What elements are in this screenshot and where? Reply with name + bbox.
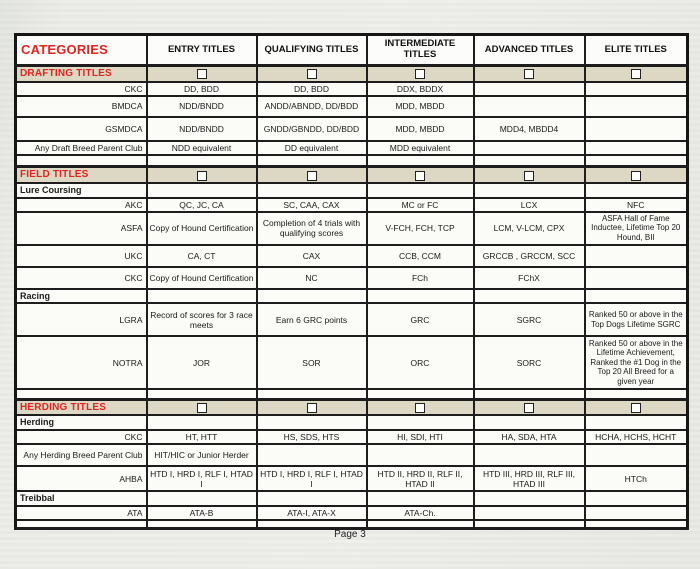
organization-cell: LGRA — [16, 303, 147, 336]
title-value-cell: MC or FC — [367, 198, 474, 212]
title-value-cell: ATA-I, ATA-X — [257, 506, 367, 520]
empty-cell — [474, 389, 585, 399]
column-header-advanced-titles: ADVANCED TITLES — [474, 35, 585, 66]
title-value-cell — [585, 245, 688, 267]
empty-cell — [585, 155, 688, 167]
section-checkbox-cell — [585, 399, 688, 415]
title-value-cell — [474, 141, 585, 155]
empty-cell — [585, 415, 688, 430]
section-checkbox-cell — [147, 399, 257, 415]
empty-cell — [16, 155, 147, 167]
title-value-cell — [585, 96, 688, 117]
title-value-cell: LCX — [474, 198, 585, 212]
table-row-data — [16, 430, 688, 444]
checkbox-icon — [197, 69, 207, 79]
section-checkbox-cell — [367, 66, 474, 82]
empty-cell — [147, 491, 257, 506]
empty-cell — [147, 520, 257, 529]
section-checkbox-cell — [257, 399, 367, 415]
title-value-cell: MDD, MBDD — [367, 117, 474, 141]
empty-cell — [367, 155, 474, 167]
section-label: FIELD TITLES — [16, 167, 147, 183]
table-row-data — [16, 466, 688, 491]
title-value-cell: HT, HTT — [147, 430, 257, 444]
table-row-section — [16, 167, 688, 183]
column-header-intermediate-titles: INTERMEDIATE TITLES — [367, 35, 474, 66]
empty-cell — [585, 520, 688, 529]
organization-cell: AKC — [16, 198, 147, 212]
empty-cell — [367, 491, 474, 506]
column-header-qualifying-titles: QUALIFYING TITLES — [257, 35, 367, 66]
table-row-data — [16, 444, 688, 466]
title-value-cell: DD, BDD — [147, 82, 257, 96]
title-value-cell: Copy of Hound Certification — [147, 267, 257, 289]
organization-cell: UKC — [16, 245, 147, 267]
section-checkbox-cell — [147, 167, 257, 183]
title-value-cell: GRCCB , GRCCM, SCC — [474, 245, 585, 267]
title-value-cell: Completion of 4 trials with qualifying scores — [257, 212, 367, 245]
checkbox-icon — [524, 403, 534, 413]
title-value-cell: HS, SDS, HTS — [257, 430, 367, 444]
section-checkbox-cell — [367, 167, 474, 183]
empty-cell — [147, 155, 257, 167]
page-number: Page 3 — [334, 529, 366, 540]
checkbox-icon — [631, 69, 641, 79]
title-value-cell: DDX, BDDX — [367, 82, 474, 96]
title-value-cell: SGRC — [474, 303, 585, 336]
title-value-cell: V-FCH, FCH, TCP — [367, 212, 474, 245]
checkbox-icon — [415, 171, 425, 181]
organization-cell: CKC — [16, 82, 147, 96]
empty-cell — [367, 289, 474, 304]
title-value-cell: HTD II, HRD II, RLF II, HTAD II — [367, 466, 474, 491]
table-row-subsection — [16, 491, 688, 506]
table-row-subsection — [16, 289, 688, 304]
organization-cell: Any Draft Breed Parent Club — [16, 141, 147, 155]
title-value-cell: NDD/BNDD — [147, 117, 257, 141]
checkbox-icon — [307, 171, 317, 181]
section-checkbox-cell — [474, 66, 585, 82]
title-value-cell: Record of scores for 3 race meets — [147, 303, 257, 336]
table-row-data — [16, 267, 688, 289]
title-value-cell: CAX — [257, 245, 367, 267]
table-row-data — [16, 141, 688, 155]
title-value-cell — [367, 444, 474, 466]
checkbox-icon — [307, 403, 317, 413]
section-checkbox-cell — [474, 167, 585, 183]
title-value-cell: CA, CT — [147, 245, 257, 267]
checkbox-icon — [307, 69, 317, 79]
empty-cell — [474, 155, 585, 167]
table-row-data — [16, 117, 688, 141]
title-value-cell — [585, 117, 688, 141]
title-value-cell: LCM, V-LCM, CPX — [474, 212, 585, 245]
title-value-cell: HI, SDI, HTI — [367, 430, 474, 444]
title-value-cell: NFC — [585, 198, 688, 212]
empty-cell — [257, 389, 367, 399]
table-row-empty — [16, 389, 688, 399]
title-value-cell: HA, SDA, HTA — [474, 430, 585, 444]
table-row-section — [16, 66, 688, 82]
empty-cell — [257, 491, 367, 506]
title-value-cell: ATA-Ch. — [367, 506, 474, 520]
title-value-cell — [257, 444, 367, 466]
title-value-cell — [474, 82, 585, 96]
title-value-cell: NDD equivalent — [147, 141, 257, 155]
title-value-cell: MDD, MBDD — [367, 96, 474, 117]
title-value-cell — [474, 444, 585, 466]
title-value-cell — [474, 96, 585, 117]
empty-cell — [147, 415, 257, 430]
empty-cell — [474, 289, 585, 304]
checkbox-icon — [197, 403, 207, 413]
empty-cell — [16, 520, 147, 529]
section-checkbox-cell — [474, 399, 585, 415]
table-row-empty — [16, 155, 688, 167]
empty-cell — [367, 415, 474, 430]
section-checkbox-cell — [585, 66, 688, 82]
title-value-cell: Earn 6 GRC points — [257, 303, 367, 336]
title-value-cell: HTD I, HRD I, RLF I, HTAD I — [257, 466, 367, 491]
title-value-cell: HTD III, HRD III, RLF III, HTAD III — [474, 466, 585, 491]
title-value-cell: Ranked 50 or above in the Top Dogs Lifetime SGRC — [585, 303, 688, 336]
empty-cell — [367, 183, 474, 198]
checkbox-icon — [415, 403, 425, 413]
empty-cell — [585, 183, 688, 198]
dog-titles-table — [14, 33, 689, 530]
checkbox-icon — [415, 69, 425, 79]
header-row — [16, 35, 688, 66]
empty-cell — [367, 389, 474, 399]
table-row-data — [16, 303, 688, 336]
table-row-subsection — [16, 183, 688, 198]
empty-cell — [585, 289, 688, 304]
table-row-subsection — [16, 415, 688, 430]
categories-header: CATEGORIES — [16, 35, 147, 66]
organization-cell: BMDCA — [16, 96, 147, 117]
section-checkbox-cell — [257, 167, 367, 183]
title-value-cell: ASFA Hall of Fame Inductee, Lifetime Top 20 Hound, BII — [585, 212, 688, 245]
table-row-data — [16, 245, 688, 267]
title-value-cell: FCh — [367, 267, 474, 289]
organization-cell: ATA — [16, 506, 147, 520]
title-value-cell: HCHA, HCHS, HCHT — [585, 430, 688, 444]
table-row-data — [16, 96, 688, 117]
title-value-cell: SC, CAA, CAX — [257, 198, 367, 212]
title-value-cell: FChX — [474, 267, 585, 289]
title-value-cell — [585, 267, 688, 289]
checkbox-icon — [631, 171, 641, 181]
title-value-cell: DD equivalent — [257, 141, 367, 155]
title-value-cell: DD, BDD — [257, 82, 367, 96]
title-value-cell: QC, JC, CA — [147, 198, 257, 212]
section-label: DRAFTING TITLES — [16, 66, 147, 82]
checkbox-icon — [524, 171, 534, 181]
subsection-label: Lure Coursing — [16, 183, 147, 198]
empty-cell — [147, 183, 257, 198]
empty-cell — [257, 289, 367, 304]
title-value-cell: JOR — [147, 336, 257, 389]
organization-cell: Any Herding Breed Parent Club — [16, 444, 147, 466]
empty-cell — [474, 520, 585, 529]
subsection-label: Treibbal — [16, 491, 147, 506]
title-value-cell — [585, 82, 688, 96]
empty-cell — [147, 289, 257, 304]
empty-cell — [147, 389, 257, 399]
title-value-cell — [585, 141, 688, 155]
title-value-cell: SOR — [257, 336, 367, 389]
title-value-cell: ATA-B — [147, 506, 257, 520]
title-value-cell: GRC — [367, 303, 474, 336]
organization-cell: CKC — [16, 430, 147, 444]
table-row-data — [16, 506, 688, 520]
column-header-elite-titles: ELITE TITLES — [585, 35, 688, 66]
table-row-data — [16, 198, 688, 212]
empty-cell — [585, 389, 688, 399]
title-value-cell: NDD/BNDD — [147, 96, 257, 117]
titles-table-body — [16, 66, 688, 529]
title-value-cell: Ranked 50 or above in the Lifetime Achievement, Ranked the #1 Dog in the Top 20 All Breed for a given year — [585, 336, 688, 389]
title-value-cell: HTCh — [585, 466, 688, 491]
title-value-cell: NC — [257, 267, 367, 289]
empty-cell — [257, 415, 367, 430]
title-value-cell: MDD4, MBDD4 — [474, 117, 585, 141]
subsection-label: Herding — [16, 415, 147, 430]
organization-cell: GSMDCA — [16, 117, 147, 141]
title-value-cell: CCB, CCM — [367, 245, 474, 267]
section-label: HERDING TITLES — [16, 399, 147, 415]
section-checkbox-cell — [147, 66, 257, 82]
organization-cell: AHBA — [16, 466, 147, 491]
table-row-empty — [16, 520, 688, 529]
empty-cell — [474, 491, 585, 506]
checkbox-icon — [197, 171, 207, 181]
checkbox-icon — [631, 403, 641, 413]
organization-cell: NOTRA — [16, 336, 147, 389]
title-value-cell: GNDD/GBNDD, DD/BDD — [257, 117, 367, 141]
table-row-section — [16, 399, 688, 415]
table-row-data — [16, 212, 688, 245]
section-checkbox-cell — [367, 399, 474, 415]
organization-cell: ASFA — [16, 212, 147, 245]
empty-cell — [474, 183, 585, 198]
column-header-entry-titles: ENTRY TITLES — [147, 35, 257, 66]
title-value-cell: HTD I, HRD I, RLF I, HTAD I — [147, 466, 257, 491]
section-checkbox-cell — [585, 167, 688, 183]
empty-cell — [585, 491, 688, 506]
title-value-cell: HIT/HIC or Junior Herder — [147, 444, 257, 466]
table-row-data — [16, 82, 688, 96]
empty-cell — [474, 415, 585, 430]
title-value-cell — [474, 506, 585, 520]
title-value-cell: ORC — [367, 336, 474, 389]
title-value-cell: MDD equivalent — [367, 141, 474, 155]
empty-cell — [367, 520, 474, 529]
empty-cell — [16, 389, 147, 399]
empty-cell — [257, 183, 367, 198]
empty-cell — [257, 155, 367, 167]
title-value-cell: ANDD/ABNDD, DD/BDD — [257, 96, 367, 117]
title-value-cell — [585, 506, 688, 520]
subsection-label: Racing — [16, 289, 147, 304]
title-value-cell — [585, 444, 688, 466]
title-value-cell: Copy of Hound Certification — [147, 212, 257, 245]
title-value-cell: SORC — [474, 336, 585, 389]
empty-cell — [257, 520, 367, 529]
checkbox-icon — [524, 69, 534, 79]
section-checkbox-cell — [257, 66, 367, 82]
table-row-data — [16, 336, 688, 389]
organization-cell: CKC — [16, 267, 147, 289]
